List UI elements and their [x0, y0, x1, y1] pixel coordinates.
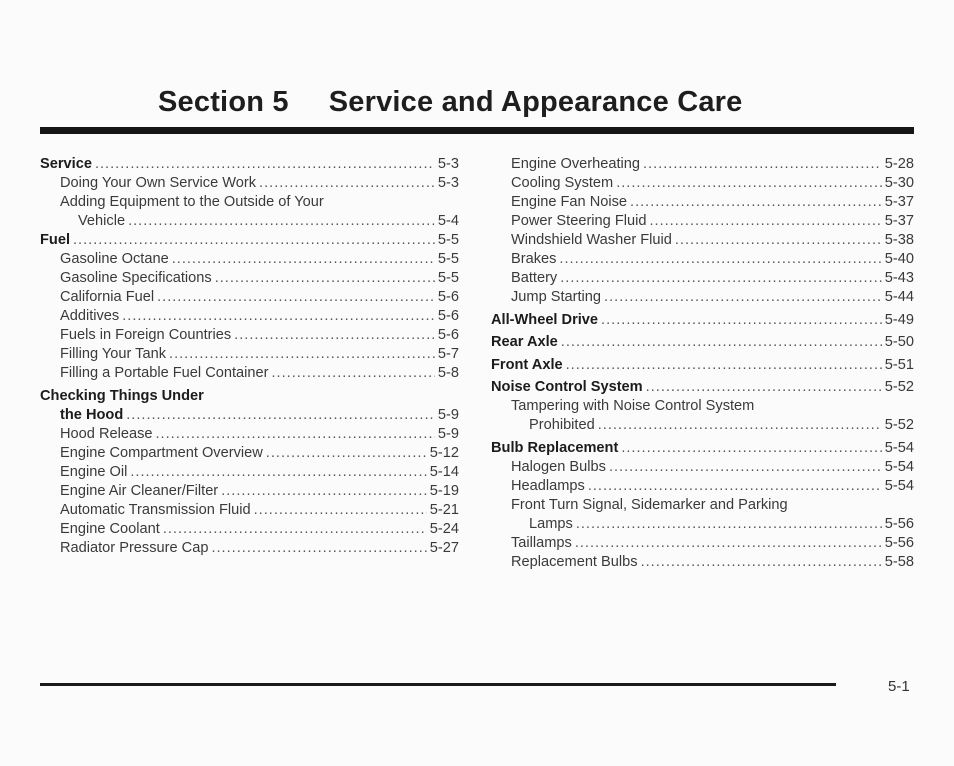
toc-entry[interactable] [40, 406, 459, 425]
leader-dots [621, 439, 881, 458]
leader-dots [616, 174, 882, 193]
toc-entry-label: Battery [511, 270, 558, 286]
toc-entry[interactable] [491, 553, 914, 572]
toc-entry-label: Filling Your Tank [60, 346, 167, 362]
leader-dots [566, 356, 882, 375]
toc-entry[interactable] [40, 520, 459, 539]
toc-entry-page: 5-37 [884, 194, 914, 210]
section-number: Section 5 [158, 86, 289, 118]
toc-entry-page: 5-4 [437, 213, 459, 229]
toc-entry-page: 5-5 [437, 270, 459, 286]
toc-entry[interactable] [491, 515, 914, 534]
toc-entry-label: Additives [60, 308, 120, 324]
toc-entry[interactable] [40, 539, 459, 558]
leader-dots [215, 269, 435, 288]
toc-entry-continued[interactable] [40, 193, 459, 212]
toc-entry-page: 5-30 [884, 175, 914, 191]
toc-entry-page: 5-6 [437, 327, 459, 343]
toc-entry[interactable] [491, 311, 914, 330]
leader-dots [649, 212, 881, 231]
toc-entry[interactable] [491, 250, 914, 269]
leader-dots [641, 553, 882, 572]
toc-entry[interactable] [491, 155, 914, 174]
toc-entry-page: 5-40 [884, 251, 914, 267]
toc-entry[interactable] [491, 288, 914, 307]
leader-dots [221, 482, 427, 501]
toc-entry-label: Service [40, 156, 92, 172]
toc-entry-label: Taillamps [511, 534, 572, 551]
toc-left-column [40, 155, 459, 558]
toc-entry-label: the Hood [60, 406, 124, 423]
toc-entry-page: 5-19 [429, 482, 459, 499]
toc-entry[interactable] [491, 458, 914, 477]
toc-entry-label: Tampering with Noise Control System [511, 398, 755, 414]
leader-dots [561, 333, 882, 352]
toc-entry-page: 5-56 [884, 534, 914, 551]
leader-dots [73, 231, 435, 250]
toc-entry-page: 5-8 [437, 365, 459, 381]
toc-entry-page: 5-54 [884, 477, 914, 494]
toc-entry[interactable] [40, 463, 459, 482]
toc-entry-page: 5-27 [429, 539, 459, 556]
toc-entry-continued[interactable] [40, 387, 459, 406]
leader-dots [643, 155, 882, 174]
toc-entry-page: 5-44 [884, 289, 914, 305]
toc-entry-label: Hood Release [60, 425, 153, 442]
toc-entry-label: All-Wheel Drive [491, 311, 599, 328]
toc-entry-page: 5-56 [884, 515, 914, 532]
leader-dots [211, 539, 426, 558]
leader-dots [601, 311, 882, 330]
toc-entry[interactable] [491, 231, 914, 250]
leader-dots [646, 378, 882, 397]
toc-entry-label: Windshield Washer Fluid [511, 232, 672, 248]
toc-entry[interactable] [40, 444, 459, 463]
leader-dots [630, 193, 882, 212]
toc-entry-page: 5-5 [437, 232, 459, 248]
toc-entry-page: 5-3 [437, 156, 459, 172]
toc-entry-label: Jump Starting [511, 289, 602, 305]
toc-entry-page: 5-6 [437, 308, 459, 324]
section-title: Service and Appearance Care [328, 86, 743, 118]
leader-dots [128, 212, 435, 231]
toc-entry[interactable] [40, 231, 459, 250]
toc-entry-label: Gasoline Octane [60, 251, 169, 267]
toc-entry-label: Engine Coolant [60, 520, 160, 537]
toc-entry[interactable] [491, 212, 914, 231]
toc-entry-label: Engine Overheating [511, 156, 640, 172]
toc-entry[interactable] [491, 477, 914, 496]
leader-dots [259, 174, 435, 193]
leader-dots [266, 444, 427, 463]
leader-dots [157, 288, 435, 307]
leader-dots [156, 425, 435, 444]
leader-dots [609, 458, 882, 477]
toc-entry[interactable] [40, 345, 459, 364]
toc-entry[interactable] [491, 378, 914, 397]
toc-entry-label: Bulb Replacement [491, 439, 619, 456]
toc-right-column [491, 155, 914, 572]
leader-dots [254, 501, 427, 520]
toc-entry-label: Engine Compartment Overview [60, 444, 263, 461]
toc-entry[interactable] [40, 174, 459, 193]
toc-entry-label: Cooling System [511, 175, 614, 191]
toc-entry-label: Front Axle [491, 356, 563, 373]
toc-entry-continued[interactable] [491, 496, 914, 515]
toc-entry-label: Engine Fan Noise [511, 194, 628, 210]
toc-entry[interactable] [491, 269, 914, 288]
toc-entry-label: Doing Your Own Service Work [60, 175, 257, 191]
leader-dots [172, 250, 435, 269]
toc-entry-page: 5-54 [884, 458, 914, 475]
toc-entry[interactable] [491, 534, 914, 553]
toc-entry-label: Checking Things Under [40, 387, 204, 404]
toc-entry[interactable] [40, 326, 459, 345]
toc-entry-page: 5-49 [884, 311, 914, 328]
toc-entry-label: Noise Control System [491, 379, 643, 395]
toc-entry[interactable] [40, 482, 459, 501]
leader-dots [169, 345, 435, 364]
leader-dots [604, 288, 882, 307]
leader-dots [130, 463, 426, 482]
toc-entry-label: Engine Air Cleaner/Filter [60, 482, 219, 499]
toc-entry-label: Radiator Pressure Cap [60, 539, 209, 556]
toc-entry-label: Vehicle [78, 213, 126, 229]
page-number: 5-1 [888, 678, 910, 695]
toc-entry[interactable] [40, 307, 459, 326]
leader-dots [675, 231, 882, 250]
toc-entry-label: Halogen Bulbs [511, 458, 606, 475]
leader-dots [588, 477, 882, 496]
toc-entry-page: 5-12 [429, 444, 459, 461]
leader-dots [271, 364, 434, 383]
toc-entry-page: 5-5 [437, 251, 459, 267]
toc-entry-label: Fuels in Foreign Countries [60, 327, 232, 343]
toc-entry[interactable] [40, 155, 459, 174]
leader-dots [126, 406, 435, 425]
toc-entry-label: Filling a Portable Fuel Container [60, 365, 269, 381]
leader-dots [559, 250, 881, 269]
toc-entry-label: Replacement Bulbs [511, 553, 638, 570]
toc-entry[interactable] [491, 416, 914, 435]
toc-entry-label: Rear Axle [491, 334, 558, 350]
toc-entry-page: 5-37 [884, 213, 914, 229]
toc-entry[interactable] [40, 364, 459, 383]
toc-entry-label: Prohibited [529, 417, 595, 433]
toc-entry-continued[interactable] [491, 397, 914, 416]
toc-entry[interactable] [491, 174, 914, 193]
footer-rule [40, 683, 836, 686]
leader-dots [95, 155, 435, 174]
toc-entry[interactable] [491, 439, 914, 458]
toc-entry-label: Brakes [511, 251, 557, 267]
toc-entry-page: 5-9 [437, 406, 459, 423]
toc-entry[interactable] [40, 501, 459, 520]
toc-entry-page: 5-24 [429, 520, 459, 537]
leader-dots [576, 515, 882, 534]
toc-entry-label: Adding Equipment to the Outside of Your [60, 194, 324, 210]
leader-dots [560, 269, 882, 288]
toc-entry-label: California Fuel [60, 289, 155, 305]
toc-entry-page: 5-52 [884, 417, 914, 433]
toc-entry[interactable] [491, 333, 914, 352]
toc-entry-page: 5-52 [884, 379, 914, 395]
toc-entry-label: Lamps [529, 515, 573, 532]
toc-entry-page: 5-54 [884, 439, 914, 456]
leader-dots [598, 416, 882, 435]
toc-entry-label: Gasoline Specifications [60, 270, 212, 286]
leader-dots [234, 326, 435, 345]
toc-entry-page: 5-9 [437, 425, 459, 442]
leader-dots [163, 520, 427, 539]
toc-entry-label: Engine Oil [60, 463, 128, 480]
toc-entry-page: 5-58 [884, 553, 914, 570]
toc-entry[interactable] [40, 212, 459, 231]
toc-entry-page: 5-3 [437, 175, 459, 191]
toc-entry-page: 5-43 [884, 270, 914, 286]
leader-dots [575, 534, 882, 553]
toc-entry-label: Automatic Transmission Fluid [60, 501, 251, 518]
toc-entry[interactable] [40, 269, 459, 288]
toc-entry[interactable] [40, 425, 459, 444]
toc-entry-label: Power Steering Fluid [511, 213, 647, 229]
leader-dots [122, 307, 435, 326]
toc-entry[interactable] [40, 288, 459, 307]
toc-entry-page: 5-50 [884, 334, 914, 350]
toc-entry-label: Fuel [40, 232, 70, 248]
toc-entry-page: 5-7 [437, 346, 459, 362]
page-title [158, 86, 743, 119]
toc-entry-page: 5-28 [884, 156, 914, 172]
toc-entry[interactable] [491, 193, 914, 212]
toc-entry-page: 5-14 [429, 463, 459, 480]
toc-entry-page: 5-21 [429, 501, 459, 518]
toc-entry-page: 5-51 [884, 356, 914, 373]
header-rule [40, 127, 914, 134]
toc-entry-page: 5-38 [884, 232, 914, 248]
toc-entry-label: Headlamps [511, 477, 585, 494]
toc-entry-label: Front Turn Signal, Sidemarker and Parking [511, 496, 788, 513]
toc-entry[interactable] [40, 250, 459, 269]
toc-entry-page: 5-6 [437, 289, 459, 305]
toc-entry[interactable] [491, 356, 914, 375]
